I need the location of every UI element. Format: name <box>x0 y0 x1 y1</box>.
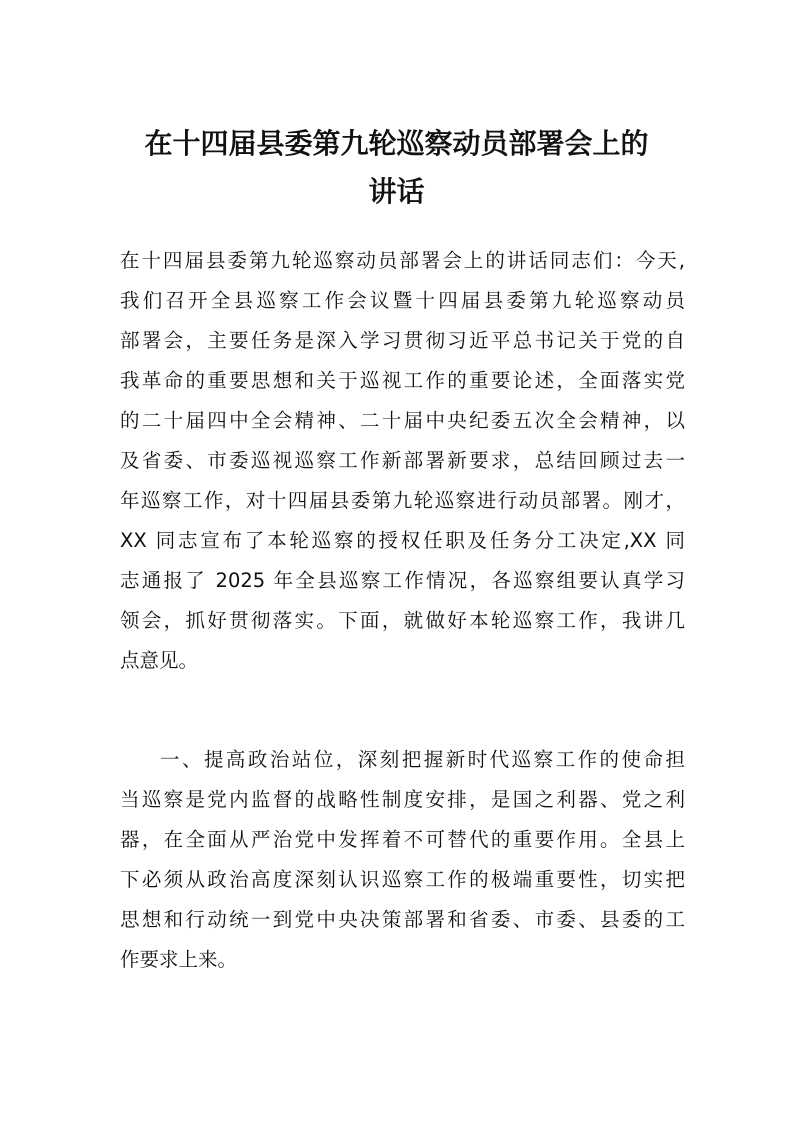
text-line: 下必须从政治高度深刻认识巡察工作的极端重要性，切实把 <box>120 868 685 891</box>
text-line: 部署会，主要任务是深入学习贯彻习近平总书记关于党的自 <box>120 329 685 352</box>
document-title-line-2: 讲话 <box>368 175 425 208</box>
text-line: 领会，抓好贯彻落实。下面，就做好本轮巡察工作，我讲几 <box>120 609 685 632</box>
text-line: 思想和行动统一到党中央决策部署和省委、市委、县委的工 <box>120 908 685 931</box>
text-line: 的二十届四中全会精神、二十届中央纪委五次全会精神，以 <box>120 409 685 432</box>
text-line: 志通报了 2025 年全县巡察工作情况，各巡察组要认真学习 <box>120 569 685 592</box>
section-heading-line: 一、提高政治站位，深刻把握新时代巡察工作的使命担 <box>160 748 685 771</box>
text-line: XX 同志宣布了本轮巡察的授权任职及任务分工决定,XX 同 <box>120 529 685 552</box>
document-title-line-1: 在十四届县委第九轮巡察动员部署会上的 <box>144 127 649 160</box>
text-line: 当巡察是党内监督的战略性制度安排，是国之利器、党之利 <box>120 788 685 811</box>
text-line: 我们召开全县巡察工作会议暨十四届县委第九轮巡察动员 <box>120 289 685 312</box>
text-line: 作要求上来。 <box>120 948 238 971</box>
text-line: 器，在全面从严治党中发挥着不可替代的重要作用。全县上 <box>120 828 685 851</box>
text-line: 在十四届县委第九轮巡察动员部署会上的讲话同志们：今天, <box>120 249 685 272</box>
text-line: 及省委、市委巡视巡察工作新部署新要求，总结回顾过去一 <box>120 449 685 472</box>
text-line: 我革命的重要思想和关于巡视工作的重要论述，全面落实党 <box>120 369 685 392</box>
text-line: 点意见。 <box>120 649 199 672</box>
text-line: 年巡察工作，对十四届县委第九轮巡察进行动员部署。刚才， <box>120 489 685 512</box>
